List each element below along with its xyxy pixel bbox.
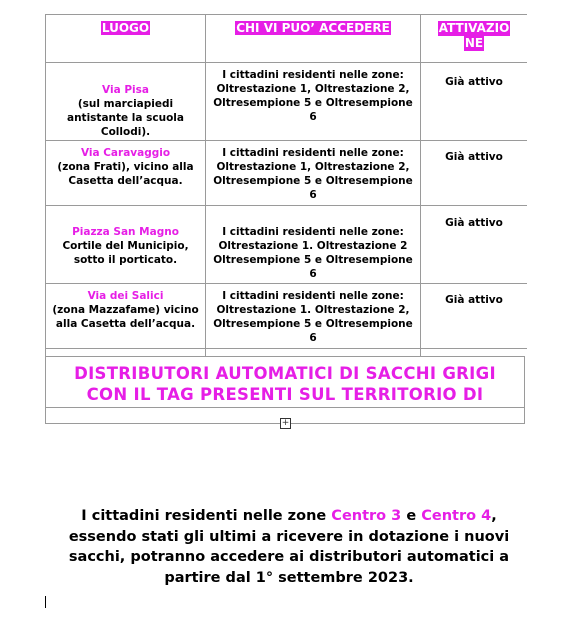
note-text-1: I cittadini residenti nelle zone	[81, 508, 332, 524]
title-line-2: CON IL TAG PRESENTI SUL TERRITORIO DI	[86, 385, 484, 404]
header-luogo: LUOGO	[101, 21, 150, 35]
zones-note-paragraph	[60, 506, 518, 588]
place-cell	[46, 63, 206, 141]
access-text: I cittadini residenti nelle zone: Oltrestazione 1. Oltrestazione 2, Oltresempione 5 e Oltresempione 6	[213, 290, 413, 344]
distributors-table-container	[45, 14, 527, 406]
header-activation-line1: ATTIVAZIO	[438, 21, 510, 35]
status-cell	[421, 63, 528, 141]
access-cell	[206, 141, 421, 206]
place-detail: (sul marciapiedi antistante la scuola Collodi).	[67, 98, 184, 138]
status-text: Già attivo	[445, 151, 503, 163]
header-cell-access	[206, 15, 421, 63]
access-text: I cittadini residenti nelle zone: Oltrestazione 1, Oltrestazione 2, Oltresempione 5 e Oltresempione 6	[213, 69, 413, 123]
table-row	[46, 63, 528, 141]
title-line-1: DISTRIBUTORI AUTOMATICI DI SACCHI GRIGI	[74, 364, 496, 383]
place-detail: (zona Frati), vicino alla Casetta dell’acqua.	[57, 161, 194, 187]
access-cell	[206, 206, 421, 284]
status-text: Già attivo	[445, 217, 503, 229]
header-activation-line2: NE	[464, 36, 484, 50]
note-zone-2: Centro 4	[421, 508, 492, 524]
title-box-divider	[46, 357, 524, 408]
place-name: Via Pisa	[102, 84, 149, 96]
note-text-3: , essendo stati gli ultimi a ricevere in dotazione i nuovi sacchi, potranno accedere ai distributori automatici a partire dal 1° settembre 2023.	[68, 508, 510, 586]
access-text: I cittadini residenti nelle zone: Oltrestazione 1. Oltrestazione 2 Oltresempione 5 e Oltresempione 6	[213, 226, 413, 280]
status-text: Già attivo	[445, 76, 503, 88]
note-zone-1: Centro 3	[331, 508, 402, 524]
note-text-2: e	[401, 508, 422, 524]
place-detail: Cortile del Municipio, sotto il porticato.	[62, 240, 189, 266]
header-access: CHI VI PUO’ ACCEDERE	[236, 21, 390, 35]
access-cell	[206, 63, 421, 141]
header-cell-luogo	[46, 15, 206, 63]
table-row	[46, 141, 528, 206]
table-row	[46, 284, 528, 349]
table-row	[46, 206, 528, 284]
header-cell-activation	[421, 15, 528, 63]
status-cell	[421, 284, 528, 349]
place-name: Piazza San Magno	[72, 226, 179, 238]
title-text-box[interactable]	[45, 356, 525, 424]
text-cursor	[45, 596, 46, 608]
access-cell	[206, 284, 421, 349]
access-text: I cittadini residenti nelle zone: Oltrestazione 1, Oltrestazione 2, Oltresempione 5 e Oltresempione 6	[213, 147, 413, 201]
distributors-table	[45, 14, 527, 406]
place-name: Via dei Salici	[87, 290, 164, 302]
place-detail: (zona Mazzafame) vicino alla Casetta dell’acqua.	[52, 304, 199, 330]
place-cell	[46, 141, 206, 206]
table-move-handle-icon[interactable]: +	[281, 418, 290, 428]
status-cell	[421, 206, 528, 284]
status-text: Già attivo	[445, 294, 503, 306]
status-cell	[421, 141, 528, 206]
table-header-row	[46, 15, 528, 63]
place-cell	[46, 284, 206, 349]
place-cell	[46, 206, 206, 284]
place-name: Via Caravaggio	[80, 147, 171, 159]
